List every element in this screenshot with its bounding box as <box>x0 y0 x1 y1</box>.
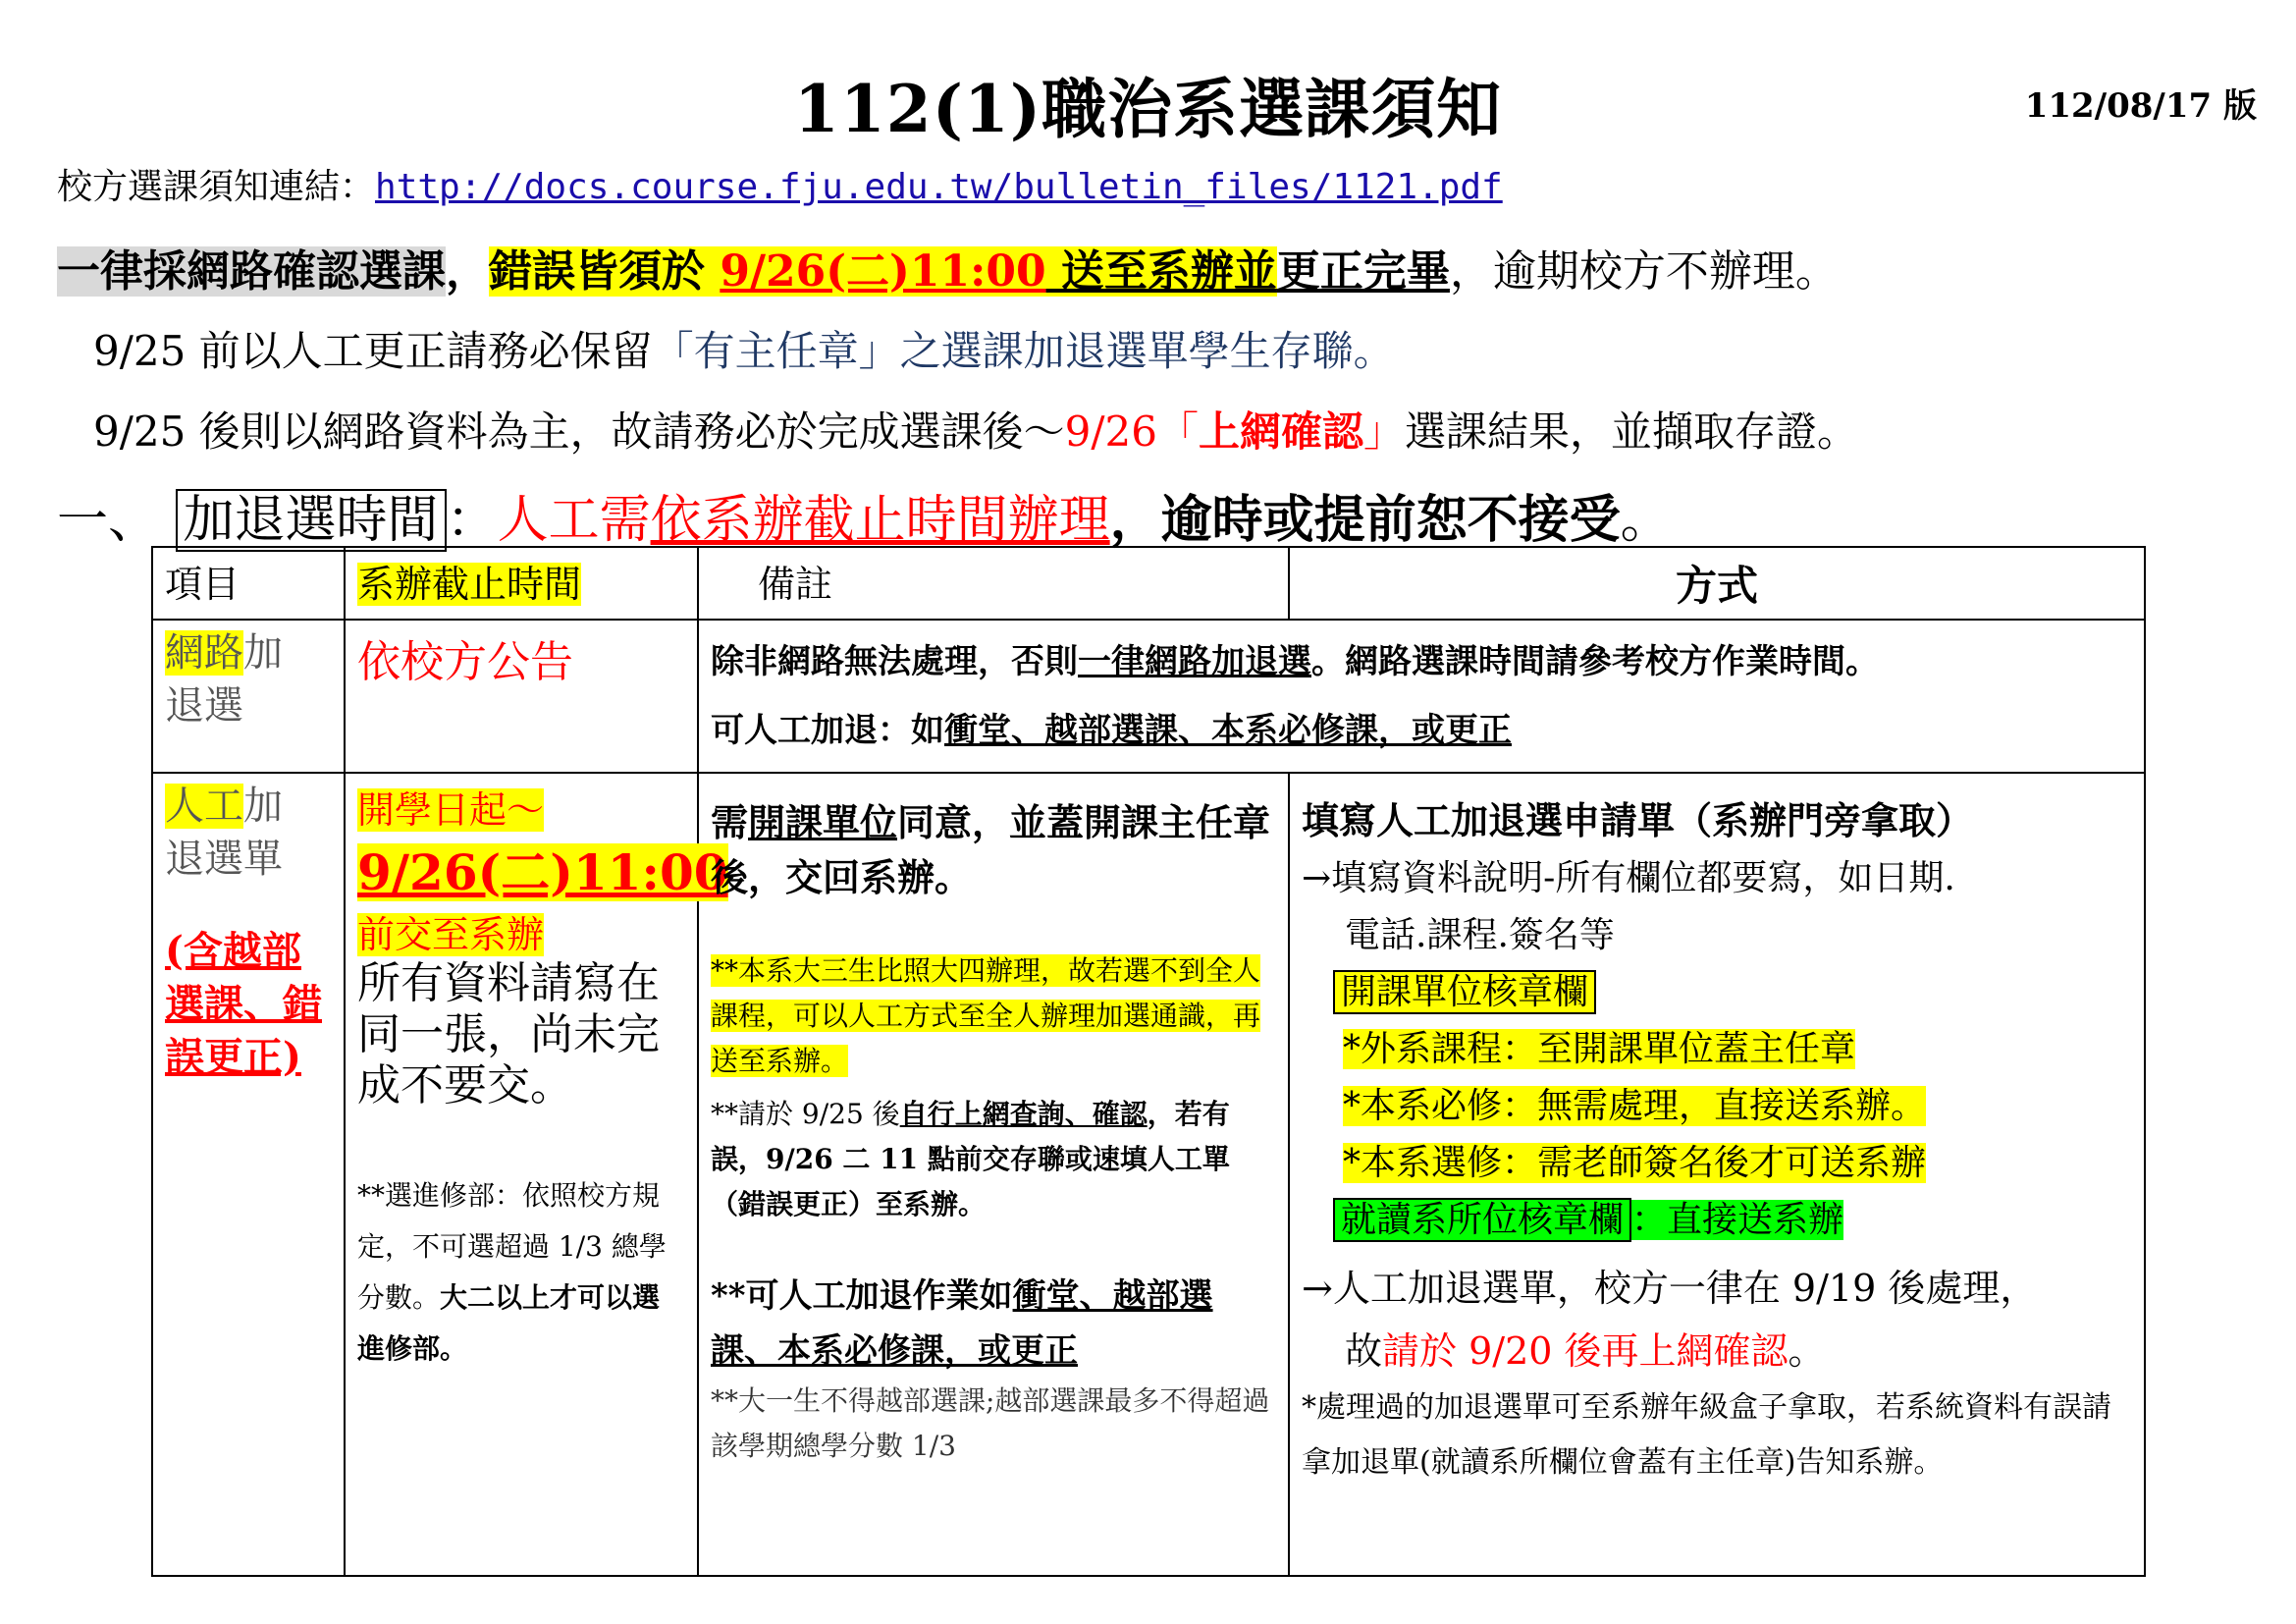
row2-r-c1: **請於 9/25 後 <box>711 1098 900 1130</box>
notice-c: 錯誤皆須於 <box>489 246 721 297</box>
header-method: 方式 <box>1289 547 2145 620</box>
row2-deadline <box>345 773 728 1576</box>
table-row <box>152 620 2145 773</box>
row1-remark-c: 。網路選課時間請參考校方作業時間。 <box>1311 642 1879 681</box>
row2-remark <box>698 773 1289 1576</box>
page-title: 112(1)職治系選課須知 <box>793 71 1503 147</box>
row2-dl-e-b: 大二以上才可以選進修部。 <box>357 1281 661 1365</box>
notice-online: 一律採網路確認選課 <box>57 246 446 297</box>
notice-e: 送至系辦並 <box>1045 246 1277 297</box>
row2-r-d1: **可人工加退作業如 <box>711 1276 1013 1316</box>
row2-m-c: 開課單位核章欄 <box>1333 970 1596 1014</box>
section-red-b: 依系辦截止時間辦理 <box>650 491 1110 550</box>
section-bold: ，逾時或提前恕不接受 <box>1109 490 1621 550</box>
row2-m-i3: 。 <box>1788 1329 1826 1373</box>
row1-remark-a: 除非網路無法處理，否則 <box>711 642 1078 681</box>
row1-remark2-b: 衝堂、越部選課、本系必修課，或更正 <box>944 711 1512 750</box>
row2-item-note: (含越部選課、錯誤更正) <box>165 928 322 1080</box>
notice-2a: 9/25 前以人工更正請務必保留 <box>93 327 653 375</box>
row2-item-line2: 退選單 <box>165 837 283 882</box>
schedule-table <box>151 546 2146 1577</box>
row2-m-h: →人工加退選單，校方一律在 9/19 後處理， <box>1302 1267 2038 1310</box>
row2-r-d2: 衝堂、越部選課、本系必修課，或更正 <box>711 1276 1213 1371</box>
row2-item <box>152 773 345 1576</box>
notice-3d: 」 <box>1363 407 1406 456</box>
section-end: 。 <box>1620 491 1672 550</box>
bulletin-link[interactable]: http://docs.course.fju.edu.tw/bulletin_files/1121.pdf <box>375 167 1503 207</box>
section-red-a: 人工需 <box>497 491 651 550</box>
section-1-heading <box>57 478 1672 552</box>
section-colon: ： <box>446 491 498 550</box>
row2-r-c2: 自行上網查詢、確認 <box>899 1098 1148 1130</box>
row1-remark-line2 <box>711 703 2132 758</box>
row1-remark-b: 一律網路加退選 <box>1078 642 1311 681</box>
section-boxed-label: 加退選時間 <box>176 489 447 552</box>
row1-item <box>152 620 345 773</box>
row2-dl-d: 所有資料請寫在同一張，尚未完成不要交。 <box>357 958 660 1110</box>
header-item: 項目 <box>152 547 345 620</box>
notice-line-1 <box>57 236 1839 298</box>
header-remark: 備註 <box>698 547 1289 620</box>
row2-m-i2: 請於 9/20 後再上網確認 <box>1382 1329 1789 1373</box>
table-header-row <box>152 547 2145 620</box>
row2-m-g1: 就讀系所位核章欄 <box>1333 1198 1631 1242</box>
row2-r-b: **本系大三生比照大四辦理，故若選不到全人課程，可以人工方式至全人辦理加選通識，再送至系辦。 <box>711 954 1261 1077</box>
notice-2b: 「有主任章」之選課加退選單學生存聯。 <box>652 327 1395 375</box>
row1-remark <box>698 620 2145 773</box>
row1-deadline-text: 依校方公告 <box>357 637 573 687</box>
row2-m-title: 填寫人工加退選申請單（系辦門旁拿取） <box>1302 798 1974 842</box>
notice-line-3 <box>93 400 1858 459</box>
row2-r-e: **大一生不得越部選課;越部選課最多不得超過該學期總學分數 1/3 <box>711 1384 1270 1462</box>
course-link-line <box>57 159 1503 209</box>
row2-r-a2: 開課單位 <box>748 800 898 844</box>
row2-m-j: *處理過的加退選單可至系辦年級盒子拿取，若系統資料有誤請拿加退單(就讀系所欄位會蓋有主任章)告知系辦。 <box>1302 1390 2111 1480</box>
link-label: 校方選課須知連結： <box>57 167 376 207</box>
row2-r-a3: 同意，並蓋開課主任章後，交回系辦。 <box>711 800 1271 899</box>
notice-overdue: ，逾期校方不辦理。 <box>1449 246 1839 297</box>
row2-m-a: →填寫資料說明-所有欄位都要寫，如日期. <box>1302 858 1955 898</box>
row2-m-f: *本系選修：需老師簽名後才可送系辦 <box>1343 1143 1927 1183</box>
notice-deadline: 9/26(二)11:00 <box>720 246 1046 297</box>
row2-r-a1: 需 <box>711 800 749 844</box>
notice-3a: 9/25 後則以網路資料為主，故請務必於完成選課後～ <box>93 407 1065 456</box>
row1-deadline <box>345 620 698 773</box>
section-number: 一、 <box>57 491 160 550</box>
notice-error-must <box>489 246 1277 297</box>
version-label: 112/08/17 版 <box>2024 86 2257 126</box>
row1-remark2-a: 可人工加退：如 <box>711 711 944 750</box>
row2-m-i1: 故 <box>1345 1329 1383 1373</box>
row1-remark-line1 <box>711 634 2132 689</box>
row1-item-rest: 加 <box>243 630 283 676</box>
notice-line-2 <box>93 319 1395 378</box>
notice-finish: 更正完畢 <box>1276 246 1450 297</box>
row2-item-hl: 人工 <box>165 784 243 829</box>
row2-r-c3: ，若有誤，9/26 二 11 點前交存聯或速填人工單（錯誤更正）至系辦。 <box>711 1098 1230 1220</box>
row2-method <box>1289 773 2145 1576</box>
notice-3e: 選課結果，並擷取存證。 <box>1405 407 1859 456</box>
row2-m-e: *本系必修：無需處理，直接送系辦。 <box>1343 1086 1927 1126</box>
notice-comma: ， <box>446 246 489 297</box>
row2-m-d: *外系課程：至開課單位蓋主任章 <box>1343 1029 1856 1069</box>
notice-3b: 9/26「 <box>1064 407 1199 456</box>
row2-dl-b: 9/26(二)11:00 <box>357 843 728 901</box>
row2-m-g2: ：直接送系辦 <box>1631 1200 1844 1240</box>
row1-item-hl: 網路 <box>165 630 243 676</box>
table-row <box>152 773 2145 1576</box>
row2-dl-c: 前交至系辦 <box>357 913 545 956</box>
notice-3c: 上網確認 <box>1199 407 1364 456</box>
row2-m-b: 電話.課程.簽名等 <box>1345 915 1615 955</box>
header-deadline-text: 系辦截止時間 <box>357 563 582 606</box>
row2-dl-e-a: **選進修部：依照校方規定，不可選超過 1/3 總學分數。 <box>357 1179 667 1314</box>
row2-item-rest: 加 <box>243 784 283 829</box>
row2-dl-a: 開學日起～ <box>357 788 545 832</box>
header-deadline <box>345 547 698 620</box>
row1-item-line2: 退選 <box>165 683 243 729</box>
